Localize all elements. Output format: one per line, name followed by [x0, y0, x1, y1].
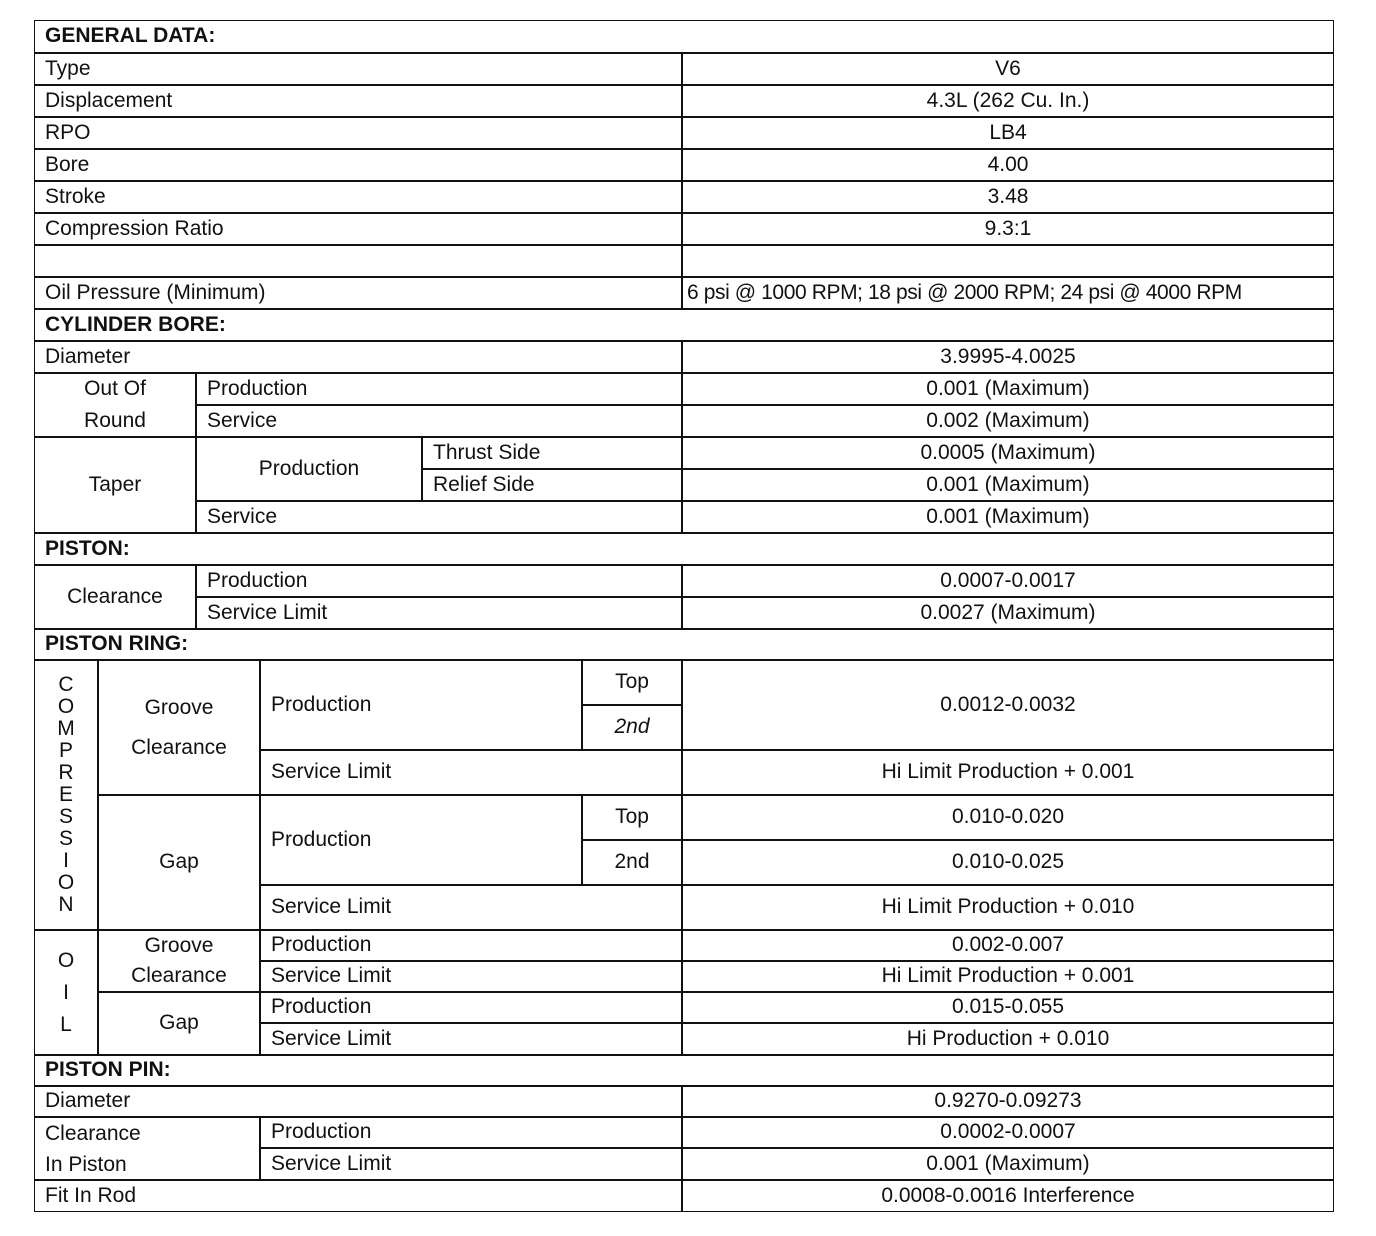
- gap-top-label: Top: [582, 795, 682, 840]
- pin-production-value: 0.0002-0.0007: [682, 1117, 1334, 1148]
- general-row-value: 4.3L (262 Cu. In.): [682, 85, 1334, 117]
- general-row-label: [34, 245, 682, 277]
- general-row-value: 9.3:1: [682, 213, 1334, 245]
- oil-groove-line1: Groove: [144, 934, 214, 957]
- groove-production-label: Production: [260, 660, 582, 750]
- oil-gap-production-label: Production: [260, 992, 682, 1023]
- engine-spec-table: [34, 20, 1334, 1212]
- general-row-value: [682, 245, 1334, 277]
- groove-line2: Clearance: [131, 735, 227, 759]
- oil-letter: O: [57, 948, 75, 972]
- oil-gap-label: Gap: [98, 992, 260, 1055]
- cylinder-diameter-label: Diameter: [34, 341, 682, 373]
- general-row-value: LB4: [682, 117, 1334, 149]
- oil-groove-production-value: 0.002-0.007: [682, 930, 1334, 961]
- pin-clearance-line1: Clearance: [45, 1121, 141, 1145]
- taper-label: Taper: [34, 437, 196, 533]
- fit-in-rod-label: Fit In Rod: [34, 1180, 682, 1212]
- out-of-round-production-value: 0.001 (Maximum): [682, 373, 1334, 405]
- groove-service-limit-label: Service Limit: [260, 750, 682, 795]
- pin-diameter-value: 0.9270-0.09273: [682, 1086, 1334, 1117]
- general-row-label: Oil Pressure (Minimum): [34, 277, 682, 309]
- pin-production-label: Production: [260, 1117, 682, 1148]
- compression-letter: O: [57, 871, 75, 894]
- gap-top-value: 0.010-0.020: [682, 795, 1334, 840]
- oil-groove-clearance-label: [98, 930, 260, 992]
- pin-service-limit-value: 0.001 (Maximum): [682, 1148, 1334, 1180]
- taper-thrust-side-value: 0.0005 (Maximum): [682, 437, 1334, 469]
- oil-groove-service-limit-value: Hi Limit Production + 0.001: [682, 961, 1334, 992]
- taper-relief-side-label: Relief Side: [422, 469, 682, 501]
- oil-gap-service-limit-value: Hi Production + 0.010: [682, 1023, 1334, 1055]
- general-row-label: Stroke: [34, 181, 682, 213]
- cylinder-diameter-value: 3.9995-4.0025: [682, 341, 1334, 373]
- compression-letter: M: [57, 717, 75, 740]
- general-row-label: Compression Ratio: [34, 213, 682, 245]
- compression-letter: S: [58, 805, 73, 828]
- compression-letter: C: [58, 673, 74, 696]
- fit-in-rod-value: 0.0008-0.0016 Interference: [682, 1180, 1334, 1212]
- general-row-value: 3.48: [682, 181, 1334, 213]
- compression-letter: N: [58, 893, 74, 916]
- piston-clearance-label: Clearance: [34, 565, 196, 629]
- taper-production-label: Production: [196, 437, 422, 501]
- gap-service-limit-label: Service Limit: [260, 885, 682, 930]
- oil-gap-service-limit-label: Service Limit: [260, 1023, 682, 1055]
- compression-groove-clearance-label: [98, 660, 260, 795]
- oil-letter: I: [63, 980, 69, 1004]
- taper-thrust-side-label: Thrust Side: [422, 437, 682, 469]
- compression-letter: I: [63, 849, 69, 872]
- compression-letter: R: [58, 761, 74, 784]
- oil-groove-line2: Clearance: [131, 964, 227, 987]
- out-of-round-label: [34, 373, 196, 437]
- out-of-round-service-label: Service: [196, 405, 682, 437]
- general-row-label: RPO: [34, 117, 682, 149]
- out-of-round-production-label: Production: [196, 373, 682, 405]
- oil-letter: L: [60, 1012, 72, 1036]
- pin-clearance-line2: In Piston: [45, 1152, 127, 1176]
- compression-letter: E: [58, 783, 73, 806]
- gap-2nd-label: 2nd: [582, 840, 682, 885]
- gap-2nd-value: 0.010-0.025: [682, 840, 1334, 885]
- oil-vertical-label: [34, 930, 98, 1055]
- taper-service-value: 0.001 (Maximum): [682, 501, 1334, 533]
- piston-service-limit-value: 0.0027 (Maximum): [682, 597, 1334, 629]
- groove-top-label: Top: [582, 660, 682, 705]
- section-header-general-data: GENERAL DATA:: [34, 20, 1334, 53]
- general-row-value: V6: [682, 53, 1334, 85]
- oil-gap-production-value: 0.015-0.055: [682, 992, 1334, 1023]
- section-header-piston-ring: PISTON RING:: [34, 629, 1334, 660]
- out-of-round-line2: Round: [84, 409, 146, 432]
- section-header-piston: PISTON:: [34, 533, 1334, 565]
- groove-2nd-label: 2nd: [582, 705, 682, 750]
- general-row-value: 6 psi @ 1000 RPM; 18 psi @ 2000 RPM; 24 psi @ 4000 RPM: [682, 277, 1334, 309]
- oil-groove-production-label: Production: [260, 930, 682, 961]
- compression-letter: P: [58, 739, 73, 762]
- piston-production-label: Production: [196, 565, 682, 597]
- oil-groove-service-limit-label: Service Limit: [260, 961, 682, 992]
- compression-gap-label: Gap: [98, 795, 260, 930]
- pin-diameter-label: Diameter: [34, 1086, 682, 1117]
- section-header-piston-pin: PISTON PIN:: [34, 1055, 1334, 1086]
- compression-letter: O: [57, 695, 75, 718]
- piston-production-value: 0.0007-0.0017: [682, 565, 1334, 597]
- pin-service-limit-label: Service Limit: [260, 1148, 682, 1180]
- taper-service-label: Service: [196, 501, 682, 533]
- taper-relief-side-value: 0.001 (Maximum): [682, 469, 1334, 501]
- general-row-label: Type: [34, 53, 682, 85]
- compression-letter: S: [58, 827, 73, 850]
- piston-service-limit-label: Service Limit: [196, 597, 682, 629]
- general-row-value: 4.00: [682, 149, 1334, 181]
- out-of-round-line1: Out Of: [84, 377, 146, 400]
- out-of-round-service-value: 0.002 (Maximum): [682, 405, 1334, 437]
- gap-production-label: Production: [260, 795, 582, 885]
- groove-service-limit-value: Hi Limit Production + 0.001: [682, 750, 1334, 795]
- groove-production-value: 0.0012-0.0032: [682, 660, 1334, 750]
- general-row-label: Bore: [34, 149, 682, 181]
- section-header-cylinder-bore: CYLINDER BORE:: [34, 309, 1334, 341]
- gap-service-limit-value: Hi Limit Production + 0.010: [682, 885, 1334, 930]
- compression-vertical-label: [34, 660, 98, 930]
- pin-clearance-label: [34, 1117, 260, 1180]
- general-row-label: Displacement: [34, 85, 682, 117]
- groove-line1: Groove: [144, 695, 214, 719]
